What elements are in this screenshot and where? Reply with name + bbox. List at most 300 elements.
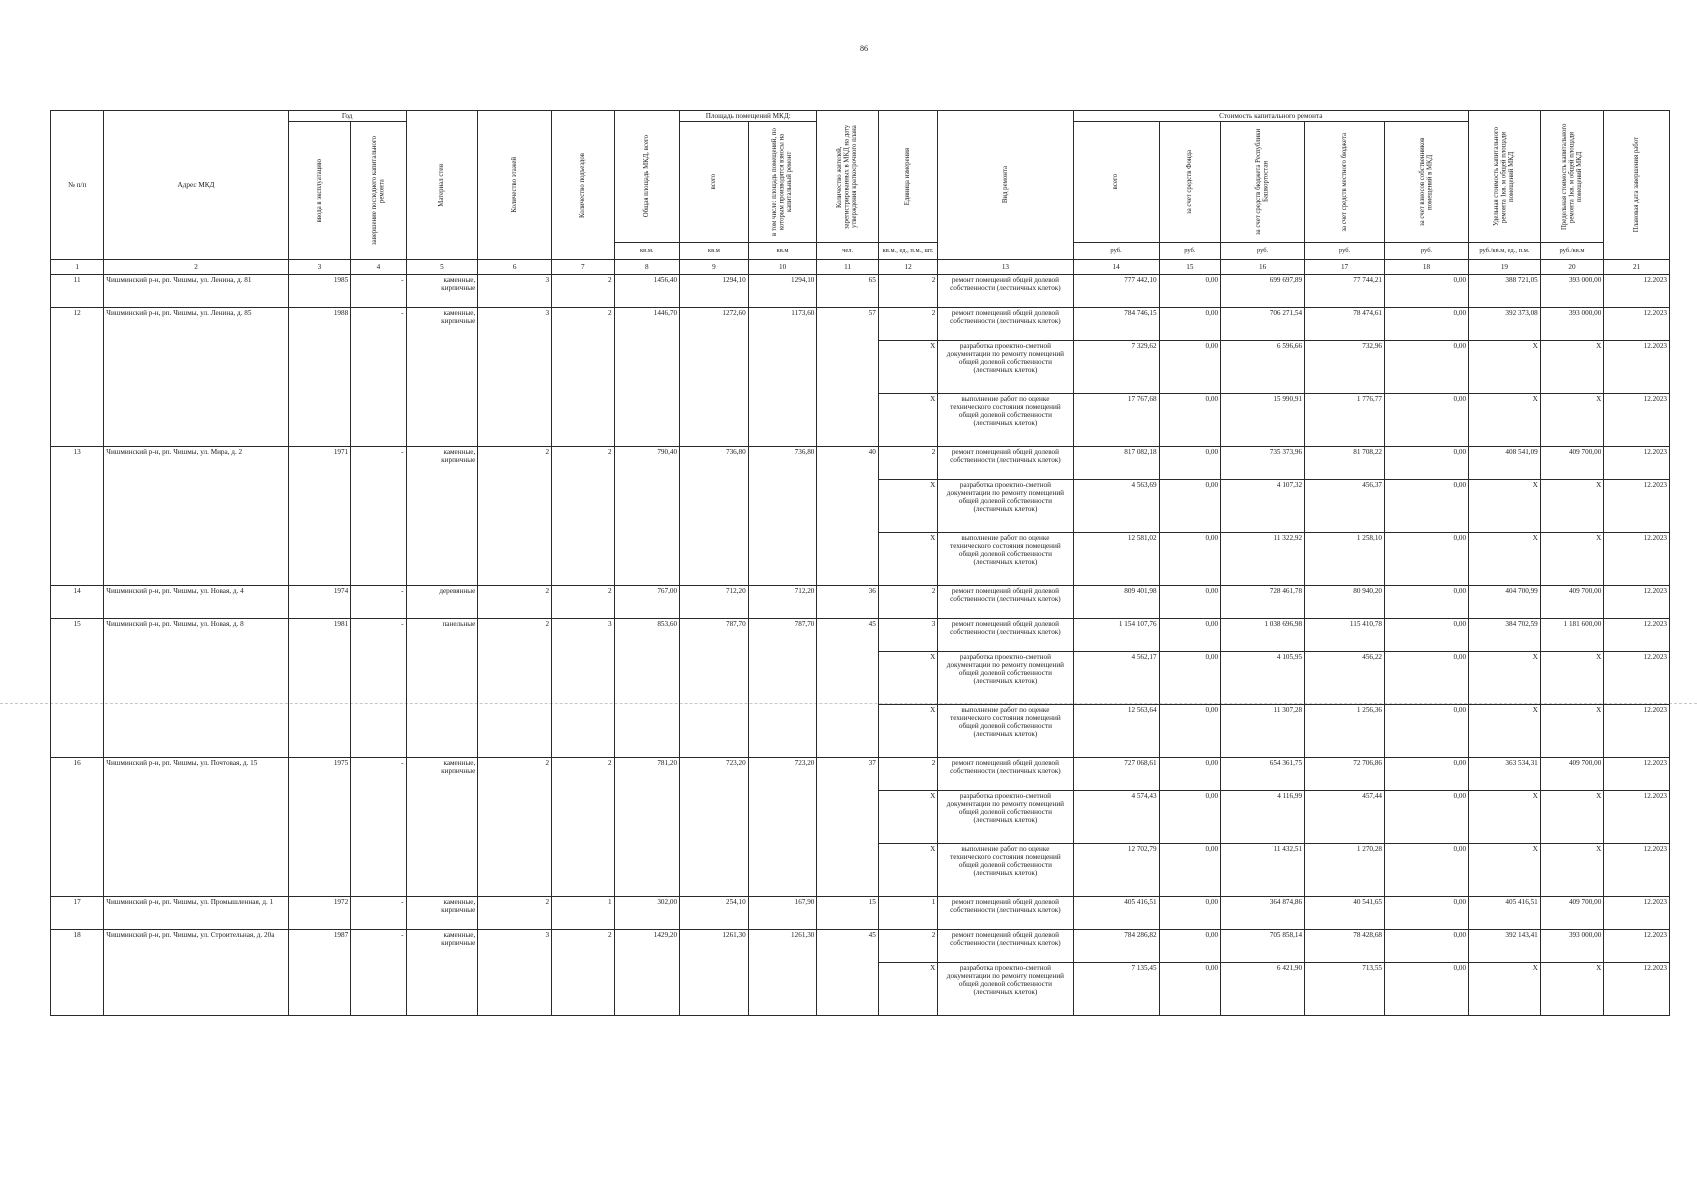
header-cost-group: Стоимость капитального ремонта <box>1073 111 1469 122</box>
cell-no: 17 <box>51 897 104 930</box>
header-cost-total: всего <box>1073 122 1159 243</box>
cell-fund: 0,00 <box>1159 791 1220 844</box>
cell-deadline: 12.2023 <box>1604 897 1670 930</box>
cell-year: 1985 <box>288 275 351 308</box>
unit-rub-owners: руб. <box>1385 243 1469 260</box>
cell-unit: X <box>878 652 937 705</box>
cell-area-all: 787,70 <box>680 619 749 758</box>
cell-work: разработка проектно-сметной документации по ремонту помещений общей долевой собственности (лестничных клеток) <box>938 963 1073 1016</box>
cell-total-area: 767,00 <box>614 586 680 619</box>
table-row <box>51 447 1670 480</box>
cell-max: X <box>1540 480 1604 533</box>
cell-max: 1 181 600,00 <box>1540 619 1604 652</box>
cell-last: - <box>351 619 406 758</box>
cell-no: 12 <box>51 308 104 447</box>
cell-last: - <box>351 897 406 930</box>
cell-max: 393 000,00 <box>1540 275 1604 308</box>
cell-area-res: 1294,10 <box>748 275 817 308</box>
cell-residents: 65 <box>817 275 878 308</box>
cell-specific: X <box>1469 341 1541 394</box>
cell-total-area: 1429,20 <box>614 930 680 1016</box>
cell-specific: 384 702,59 <box>1469 619 1541 652</box>
cell-last: - <box>351 308 406 447</box>
cell-floors: 2 <box>478 619 552 758</box>
cell-year: 1988 <box>288 308 351 447</box>
cell-work: ремонт помещений общей долевой собственности (лестничных клеток) <box>938 930 1073 963</box>
cell-unit: X <box>878 341 937 394</box>
cell-area-res: 723,20 <box>748 758 817 897</box>
cell-area-all: 723,20 <box>680 758 749 897</box>
cell-cost-total: 4 563,69 <box>1073 480 1159 533</box>
unit-measure: кв.м., ед., п.м., шт. <box>878 243 937 260</box>
header-floors: Количество этажей <box>478 111 552 260</box>
cell-republic: 4 116,99 <box>1221 791 1305 844</box>
cell-republic: 364 874,86 <box>1221 897 1305 930</box>
cell-local: 713,55 <box>1305 963 1385 1016</box>
cell-residents: 45 <box>817 930 878 1016</box>
cell-no: 16 <box>51 758 104 897</box>
cell-work: разработка проектно-сметной документации по ремонту помещений общей долевой собственности (лестничных клеток) <box>938 652 1073 705</box>
column-number: 13 <box>938 260 1073 275</box>
cell-work: ремонт помещений общей долевой собственности (лестничных клеток) <box>938 308 1073 341</box>
cell-owners: 0,00 <box>1385 533 1469 586</box>
cell-fund: 0,00 <box>1159 963 1220 1016</box>
cell-republic: 735 373,96 <box>1221 447 1305 480</box>
cell-work: разработка проектно-сметной документации по ремонту помещений общей долевой собственности (лестничных клеток) <box>938 791 1073 844</box>
cell-fund: 0,00 <box>1159 447 1220 480</box>
cell-area-all: 254,10 <box>680 897 749 930</box>
cell-unit: X <box>878 705 937 758</box>
cell-republic: 11 432,51 <box>1221 844 1305 897</box>
cell-entrances: 2 <box>552 275 615 308</box>
cell-address: Чишминский р-н, рп. Чишмы, ул. Мира, д. 2 <box>104 447 288 586</box>
cell-deadline: 12.2023 <box>1604 619 1670 652</box>
cell-unit: 3 <box>878 619 937 652</box>
cell-fund: 0,00 <box>1159 758 1220 791</box>
cell-fund: 0,00 <box>1159 586 1220 619</box>
column-number: 15 <box>1159 260 1220 275</box>
cell-fund: 0,00 <box>1159 480 1220 533</box>
cell-max: 393 000,00 <box>1540 308 1604 341</box>
cell-cost-total: 7 135,45 <box>1073 963 1159 1016</box>
cell-cost-total: 817 082,18 <box>1073 447 1159 480</box>
cell-local: 457,44 <box>1305 791 1385 844</box>
column-number: 17 <box>1305 260 1385 275</box>
column-number: 6 <box>478 260 552 275</box>
cell-max: 409 700,00 <box>1540 897 1604 930</box>
cell-total-area: 1446,70 <box>614 308 680 447</box>
cell-fund: 0,00 <box>1159 308 1220 341</box>
header-specific-cost: Удельная стоимость капитального ремонта 1кв. м общей площади помещений МКД <box>1469 111 1541 243</box>
cell-last: - <box>351 275 406 308</box>
cell-fund: 0,00 <box>1159 930 1220 963</box>
cell-max: X <box>1540 533 1604 586</box>
cell-work: ремонт помещений общей долевой собственности (лестничных клеток) <box>938 275 1073 308</box>
cell-year: 1972 <box>288 897 351 930</box>
cell-floors: 3 <box>478 930 552 1016</box>
column-number: 10 <box>748 260 817 275</box>
cell-unit: 2 <box>878 275 937 308</box>
cell-fund: 0,00 <box>1159 844 1220 897</box>
header-row-1 <box>51 111 1670 122</box>
cell-floors: 2 <box>478 447 552 586</box>
cell-cost-total: 784 286,82 <box>1073 930 1159 963</box>
cell-deadline: 12.2023 <box>1604 791 1670 844</box>
cell-unit: 2 <box>878 586 937 619</box>
cell-specific: X <box>1469 844 1541 897</box>
cell-unit: 2 <box>878 308 937 341</box>
cell-material: каменные, кирпичные <box>406 758 478 897</box>
table-row <box>51 897 1670 930</box>
table-row <box>51 586 1670 619</box>
cell-residents: 36 <box>817 586 878 619</box>
cell-area-res: 712,20 <box>748 586 817 619</box>
column-number: 4 <box>351 260 406 275</box>
cell-area-res: 1173,60 <box>748 308 817 447</box>
cell-work: разработка проектно-сметной документации по ремонту помещений общей долевой собственности (лестничных клеток) <box>938 341 1073 394</box>
cell-cost-total: 12 702,79 <box>1073 844 1159 897</box>
unit-max: руб./кв.м <box>1540 243 1604 260</box>
cell-local: 80 940,20 <box>1305 586 1385 619</box>
cell-local: 1 270,28 <box>1305 844 1385 897</box>
cell-total-area: 1456,40 <box>614 275 680 308</box>
cell-owners: 0,00 <box>1385 275 1469 308</box>
cell-residents: 37 <box>817 758 878 897</box>
cell-owners: 0,00 <box>1385 447 1469 480</box>
column-number: 12 <box>878 260 937 275</box>
cell-republic: 6 421,90 <box>1221 963 1305 1016</box>
cell-deadline: 12.2023 <box>1604 652 1670 705</box>
cell-entrances: 1 <box>552 897 615 930</box>
table-row <box>51 619 1670 652</box>
cell-cost-total: 12 581,02 <box>1073 533 1159 586</box>
cell-year: 1974 <box>288 586 351 619</box>
cell-specific: X <box>1469 963 1541 1016</box>
cell-deadline: 12.2023 <box>1604 930 1670 963</box>
cell-republic: 699 697,89 <box>1221 275 1305 308</box>
cell-material: каменные, кирпичные <box>406 930 478 1016</box>
cell-total-area: 853,60 <box>614 619 680 758</box>
cell-last: - <box>351 758 406 897</box>
cell-specific: X <box>1469 480 1541 533</box>
cell-deadline: 12.2023 <box>1604 705 1670 758</box>
header-unit: Единица измерения <box>878 111 937 243</box>
column-number-row <box>51 260 1670 275</box>
page-number: 86 <box>860 44 868 53</box>
unit-specific: руб./кв.м, ед., п.м. <box>1469 243 1541 260</box>
cell-max: X <box>1540 705 1604 758</box>
cell-max: X <box>1540 652 1604 705</box>
cell-last: - <box>351 447 406 586</box>
cell-specific: 408 541,09 <box>1469 447 1541 480</box>
header-premises-residential: в том числе: площадь помещений, по которым производятся взносы на капитальный ремонт <box>748 122 817 243</box>
cell-work: ремонт помещений общей долевой собственности (лестничных клеток) <box>938 758 1073 791</box>
cell-deadline: 12.2023 <box>1604 308 1670 341</box>
column-number: 11 <box>817 260 878 275</box>
unit-rub-republic: руб. <box>1221 243 1305 260</box>
cell-deadline: 12.2023 <box>1604 275 1670 308</box>
column-number: 18 <box>1385 260 1469 275</box>
cell-total-area: 302,00 <box>614 897 680 930</box>
cell-floors: 3 <box>478 308 552 447</box>
header-no: № п/п <box>51 111 104 260</box>
cell-unit: X <box>878 791 937 844</box>
cell-local: 40 541,65 <box>1305 897 1385 930</box>
cell-max: X <box>1540 394 1604 447</box>
cell-unit: X <box>878 533 937 586</box>
column-number: 1 <box>51 260 104 275</box>
cell-work: выполнение работ по оценке технического состояния помещений общей долевой собственности (лестничных клеток) <box>938 533 1073 586</box>
cell-specific: X <box>1469 533 1541 586</box>
cell-total-area: 790,40 <box>614 447 680 586</box>
cell-work: ремонт помещений общей долевой собственности (лестничных клеток) <box>938 897 1073 930</box>
header-max-cost: Предельная стоимость капитального ремонта 1кв. м общей площади помещений МКД <box>1540 111 1604 243</box>
cell-fund: 0,00 <box>1159 394 1220 447</box>
cell-owners: 0,00 <box>1385 930 1469 963</box>
cell-local: 72 706,86 <box>1305 758 1385 791</box>
cell-max: X <box>1540 341 1604 394</box>
cell-republic: 728 461,78 <box>1221 586 1305 619</box>
header-work-type: Вид ремонта <box>938 111 1073 260</box>
cell-republic: 1 038 696,98 <box>1221 619 1305 652</box>
table-row <box>51 758 1670 791</box>
cell-republic: 4 105,95 <box>1221 652 1305 705</box>
cell-owners: 0,00 <box>1385 963 1469 1016</box>
cell-unit: X <box>878 394 937 447</box>
cell-specific: 405 416,51 <box>1469 897 1541 930</box>
cell-specific: X <box>1469 652 1541 705</box>
header-premises-all: всего <box>680 122 749 243</box>
cell-cost-total: 784 746,15 <box>1073 308 1159 341</box>
cell-owners: 0,00 <box>1385 586 1469 619</box>
table-row <box>51 275 1670 308</box>
column-number: 7 <box>552 260 615 275</box>
column-number: 21 <box>1604 260 1670 275</box>
header-deadline: Плановая дата завершения работ <box>1604 111 1670 260</box>
column-number: 9 <box>680 260 749 275</box>
cell-owners: 0,00 <box>1385 652 1469 705</box>
cell-area-res: 787,70 <box>748 619 817 758</box>
unit-area-total: кв.м. <box>614 243 680 260</box>
column-number: 5 <box>406 260 478 275</box>
cell-cost-total: 4 562,17 <box>1073 652 1159 705</box>
cell-material: деревянные <box>406 586 478 619</box>
cell-address: Чишминский р-н, рп. Чишмы, ул. Промышленная, д. 1 <box>104 897 288 930</box>
cell-area-res: 736,80 <box>748 447 817 586</box>
cell-unit: 2 <box>878 758 937 791</box>
cell-max: 409 700,00 <box>1540 447 1604 480</box>
cell-owners: 0,00 <box>1385 394 1469 447</box>
cell-floors: 2 <box>478 897 552 930</box>
cell-specific: X <box>1469 791 1541 844</box>
cell-fund: 0,00 <box>1159 705 1220 758</box>
unit-rub-fund: руб. <box>1159 243 1220 260</box>
column-number: 8 <box>614 260 680 275</box>
cell-address: Чишминский р-н, рп. Чишмы, ул. Ленина, д. 85 <box>104 308 288 447</box>
cell-specific: 404 700,99 <box>1469 586 1541 619</box>
cell-republic: 4 107,32 <box>1221 480 1305 533</box>
cell-floors: 3 <box>478 275 552 308</box>
cell-max: X <box>1540 963 1604 1016</box>
cell-deadline: 12.2023 <box>1604 963 1670 1016</box>
header-cost-local: за счет средств местного бюджета <box>1305 122 1385 243</box>
cell-residents: 15 <box>817 897 878 930</box>
cell-residents: 45 <box>817 619 878 758</box>
cell-area-all: 1294,10 <box>680 275 749 308</box>
cell-entrances: 3 <box>552 619 615 758</box>
cell-unit: 2 <box>878 930 937 963</box>
capital-repair-table <box>50 110 1670 1016</box>
cell-material: каменные, кирпичные <box>406 447 478 586</box>
cell-deadline: 12.2023 <box>1604 341 1670 394</box>
cell-year: 1987 <box>288 930 351 1016</box>
cell-local: 77 744,21 <box>1305 275 1385 308</box>
cell-local: 456,22 <box>1305 652 1385 705</box>
cell-local: 78 474,61 <box>1305 308 1385 341</box>
cell-deadline: 12.2023 <box>1604 758 1670 791</box>
cell-fund: 0,00 <box>1159 533 1220 586</box>
cell-specific: X <box>1469 394 1541 447</box>
cell-cost-total: 4 574,43 <box>1073 791 1159 844</box>
unit-area-all: кв.м <box>680 243 749 260</box>
header-wall-material: Материал стен <box>406 111 478 260</box>
cell-local: 732,96 <box>1305 341 1385 394</box>
cell-specific: 392 373,08 <box>1469 308 1541 341</box>
cell-specific: 392 143,41 <box>1469 930 1541 963</box>
cell-material: каменные, кирпичные <box>406 275 478 308</box>
cell-floors: 2 <box>478 586 552 619</box>
cell-work: разработка проектно-сметной документации по ремонту помещений общей долевой собственности (лестничных клеток) <box>938 480 1073 533</box>
cell-last: - <box>351 930 406 1016</box>
cell-material: панельные <box>406 619 478 758</box>
cell-cost-total: 405 416,51 <box>1073 897 1159 930</box>
cell-area-all: 1261,30 <box>680 930 749 1016</box>
cell-cost-total: 1 154 107,76 <box>1073 619 1159 652</box>
column-number: 16 <box>1221 260 1305 275</box>
cell-unit: 2 <box>878 447 937 480</box>
cell-owners: 0,00 <box>1385 705 1469 758</box>
cell-area-all: 736,80 <box>680 447 749 586</box>
cell-unit: X <box>878 963 937 1016</box>
cell-total-area: 781,20 <box>614 758 680 897</box>
column-number: 14 <box>1073 260 1159 275</box>
cell-republic: 705 858,14 <box>1221 930 1305 963</box>
cell-local: 1 776,77 <box>1305 394 1385 447</box>
cell-republic: 15 990,91 <box>1221 394 1305 447</box>
cell-owners: 0,00 <box>1385 758 1469 791</box>
header-cost-republic: за счет средств бюджета Республики Башкортостан <box>1221 122 1305 243</box>
cell-work: выполнение работ по оценке технического состояния помещений общей долевой собственности (лестничных клеток) <box>938 394 1073 447</box>
cell-unit: X <box>878 480 937 533</box>
cell-work: выполнение работ по оценке технического состояния помещений общей долевой собственности (лестничных клеток) <box>938 844 1073 897</box>
cell-no: 11 <box>51 275 104 308</box>
unit-area-res: кв.м <box>748 243 817 260</box>
cell-owners: 0,00 <box>1385 341 1469 394</box>
cell-deadline: 12.2023 <box>1604 586 1670 619</box>
cell-area-all: 1272,60 <box>680 308 749 447</box>
cell-work: ремонт помещений общей долевой собственности (лестничных клеток) <box>938 586 1073 619</box>
cell-max: X <box>1540 791 1604 844</box>
cell-no: 15 <box>51 619 104 758</box>
cell-specific: 363 534,31 <box>1469 758 1541 791</box>
cell-republic: 11 322,92 <box>1221 533 1305 586</box>
column-number: 2 <box>104 260 288 275</box>
cell-owners: 0,00 <box>1385 791 1469 844</box>
cell-owners: 0,00 <box>1385 480 1469 533</box>
cell-year: 1975 <box>288 758 351 897</box>
header-year-commission: ввода в эксплуатацию <box>288 122 351 260</box>
cell-material: каменные, кирпичные <box>406 897 478 930</box>
cell-fund: 0,00 <box>1159 619 1220 652</box>
cell-local: 78 428,68 <box>1305 930 1385 963</box>
column-number: 20 <box>1540 260 1604 275</box>
cell-local: 456,37 <box>1305 480 1385 533</box>
cell-fund: 0,00 <box>1159 341 1220 394</box>
header-residents: Количество жителей, зарегистрированных в МКД на дату утверждения краткосрочного плана <box>817 111 878 243</box>
cell-local: 1 256,36 <box>1305 705 1385 758</box>
cell-max: 393 000,00 <box>1540 930 1604 963</box>
cell-specific: X <box>1469 705 1541 758</box>
cell-cost-total: 777 442,10 <box>1073 275 1159 308</box>
unit-rub-total: руб. <box>1073 243 1159 260</box>
cell-work: ремонт помещений общей долевой собственности (лестничных клеток) <box>938 619 1073 652</box>
cell-no: 18 <box>51 930 104 1016</box>
cell-unit: 1 <box>878 897 937 930</box>
cell-republic: 654 361,75 <box>1221 758 1305 791</box>
cell-republic: 6 596,66 <box>1221 341 1305 394</box>
cell-max: 409 700,00 <box>1540 758 1604 791</box>
header-year-last-repair: завершение последнего капитального ремонта <box>351 122 406 260</box>
header-entrances: Количество подъездов <box>552 111 615 260</box>
cell-residents: 40 <box>817 447 878 586</box>
cell-cost-total: 17 767,68 <box>1073 394 1159 447</box>
cell-address: Чишминский р-н, рп. Чишмы, ул. Новая, д. 8 <box>104 619 288 758</box>
cell-last: - <box>351 586 406 619</box>
cell-no: 13 <box>51 447 104 586</box>
header-cost-fund: за счет средств Фонда <box>1159 122 1220 243</box>
cell-republic: 706 271,54 <box>1221 308 1305 341</box>
cell-local: 1 258,10 <box>1305 533 1385 586</box>
cell-entrances: 2 <box>552 308 615 447</box>
cell-entrances: 2 <box>552 586 615 619</box>
table-row <box>51 930 1670 963</box>
cell-entrances: 2 <box>552 758 615 897</box>
cell-local: 81 708,22 <box>1305 447 1385 480</box>
cell-area-all: 712,20 <box>680 586 749 619</box>
cell-address: Чишминский р-н, рп. Чишмы, ул. Почтовая, д. 15 <box>104 758 288 897</box>
column-number: 3 <box>288 260 351 275</box>
cell-fund: 0,00 <box>1159 275 1220 308</box>
cell-address: Чишминский р-н, рп. Чишмы, ул. Новая, д. 4 <box>104 586 288 619</box>
cell-owners: 0,00 <box>1385 844 1469 897</box>
cell-address: Чишминский р-н, рп. Чишмы, ул. Ленина, д. 81 <box>104 275 288 308</box>
cell-max: X <box>1540 844 1604 897</box>
unit-people: чел. <box>817 243 878 260</box>
cell-specific: 388 721,05 <box>1469 275 1541 308</box>
cell-area-res: 167,90 <box>748 897 817 930</box>
cell-entrances: 2 <box>552 930 615 1016</box>
cell-owners: 0,00 <box>1385 619 1469 652</box>
header-cost-owners: за счет взносов собственников помещений в МКД <box>1385 122 1469 243</box>
unit-rub-local: руб. <box>1305 243 1385 260</box>
cell-year: 1971 <box>288 447 351 586</box>
cell-cost-total: 809 401,98 <box>1073 586 1159 619</box>
table-row <box>51 308 1670 341</box>
cell-cost-total: 727 068,61 <box>1073 758 1159 791</box>
cell-unit: X <box>878 844 937 897</box>
cell-owners: 0,00 <box>1385 897 1469 930</box>
cell-owners: 0,00 <box>1385 308 1469 341</box>
